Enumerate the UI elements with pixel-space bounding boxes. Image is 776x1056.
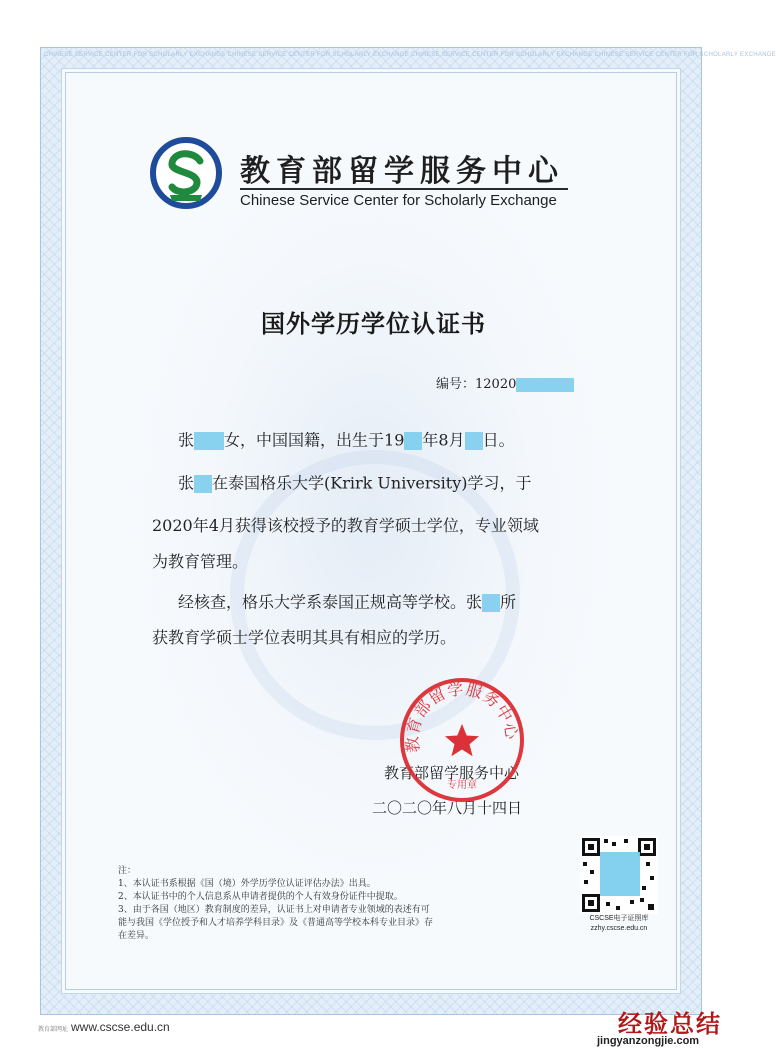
issuer-signature: 教育部留学服务中心	[384, 764, 520, 782]
notes-heading: 注：	[118, 866, 137, 876]
redaction-block	[194, 432, 224, 450]
body-text-segment: 女，中国国籍，出生于19	[224, 430, 405, 450]
certificate-notes	[118, 865, 568, 943]
footer-website-prefix: 教育部网址	[38, 1027, 69, 1033]
note-item: 3、由于各国（地区）教育制度的差异，认证书上对申请者专业领域的表述有可	[118, 905, 430, 915]
body-text-segment: 日。	[482, 430, 515, 450]
qr-caption	[570, 914, 668, 934]
body-line-4: 为教育管理。	[152, 552, 249, 571]
seal-bottom-text: 专用章	[447, 780, 477, 791]
body-line-3: 2020年4月获得该校授予的教育学硕士学位，专业领域	[152, 516, 539, 535]
qr-caption-url: zzhy.cscse.edu.cn	[590, 925, 648, 932]
overlay-watermark-text: 经验总结	[618, 1009, 722, 1038]
body-line-6: 获教育学硕士学位表明其具有相应的学历。	[152, 628, 457, 647]
issue-date: 二〇二〇年八月十四日	[372, 799, 523, 817]
body-line-5	[178, 594, 516, 612]
note-item: 2、本认证书中的个人信息系从申请者提供的个人有效身份证件中提取。	[118, 892, 403, 902]
certificate-number-value: 12020	[475, 377, 517, 392]
certificate-title: 国外学历学位认证书	[261, 309, 486, 338]
note-item: 在差异。	[118, 931, 155, 941]
note-item: 1、本认证书系根据《国（境）外学历学位认证评估办法》出具。	[118, 879, 376, 889]
body-text-segment: 年8月	[422, 430, 465, 450]
qr-code-icon	[580, 836, 658, 914]
footer-website	[38, 1020, 170, 1034]
body-line-1	[178, 432, 515, 450]
cscse-logo-icon	[150, 137, 222, 209]
body-line-2	[178, 475, 532, 493]
body-text-segment: 张	[178, 430, 195, 450]
org-name-english: Chinese Service Center for Scholarly Exchange	[240, 192, 557, 209]
seal-ring-text: 教育部留学服务中心	[402, 679, 522, 754]
org-name-chinese: 教育部留学服务中心	[240, 154, 564, 189]
body-text-segment: 经核查，格乐大学系泰国正规高等学校。张	[178, 592, 483, 612]
header-rule	[240, 188, 568, 190]
border-microtext: CHINESE SERVICE CENTER FOR SCHOLARLY EXCHANGE CHINESE SERVICE CENTER FOR SCHOLARLY EXCHANGE CHINESE SERVICE CENTER FOR SCHOLARLY EXCHANGE CHINESE SERVICE CENTER FOR SCHOLARLY EXCHANGE	[44, 52, 776, 58]
redaction-block	[194, 475, 212, 493]
redaction-block	[465, 432, 483, 450]
redaction-block	[404, 432, 422, 450]
body-text-segment: 所	[500, 592, 517, 612]
overlay-watermark-url: jingyanzongjie.com	[597, 1035, 700, 1047]
body-text-segment: 在泰国格乐大学(Krirk University)学习，于	[212, 473, 532, 493]
certificate-number	[436, 373, 574, 392]
footer-website-url: www.cscse.edu.cn	[71, 1020, 170, 1034]
certificate-number-label: 编号：	[436, 377, 476, 392]
redaction-block	[516, 378, 574, 392]
redaction-block	[482, 594, 500, 612]
note-item: 能与我国《学位授予和人才培养学科目录》及《普通高等学校本科专业目录》存	[118, 918, 434, 928]
official-seal-icon	[398, 676, 526, 804]
qr-caption-title: CSCSE电子证照库	[589, 915, 649, 922]
body-text-segment: 张	[178, 473, 195, 493]
